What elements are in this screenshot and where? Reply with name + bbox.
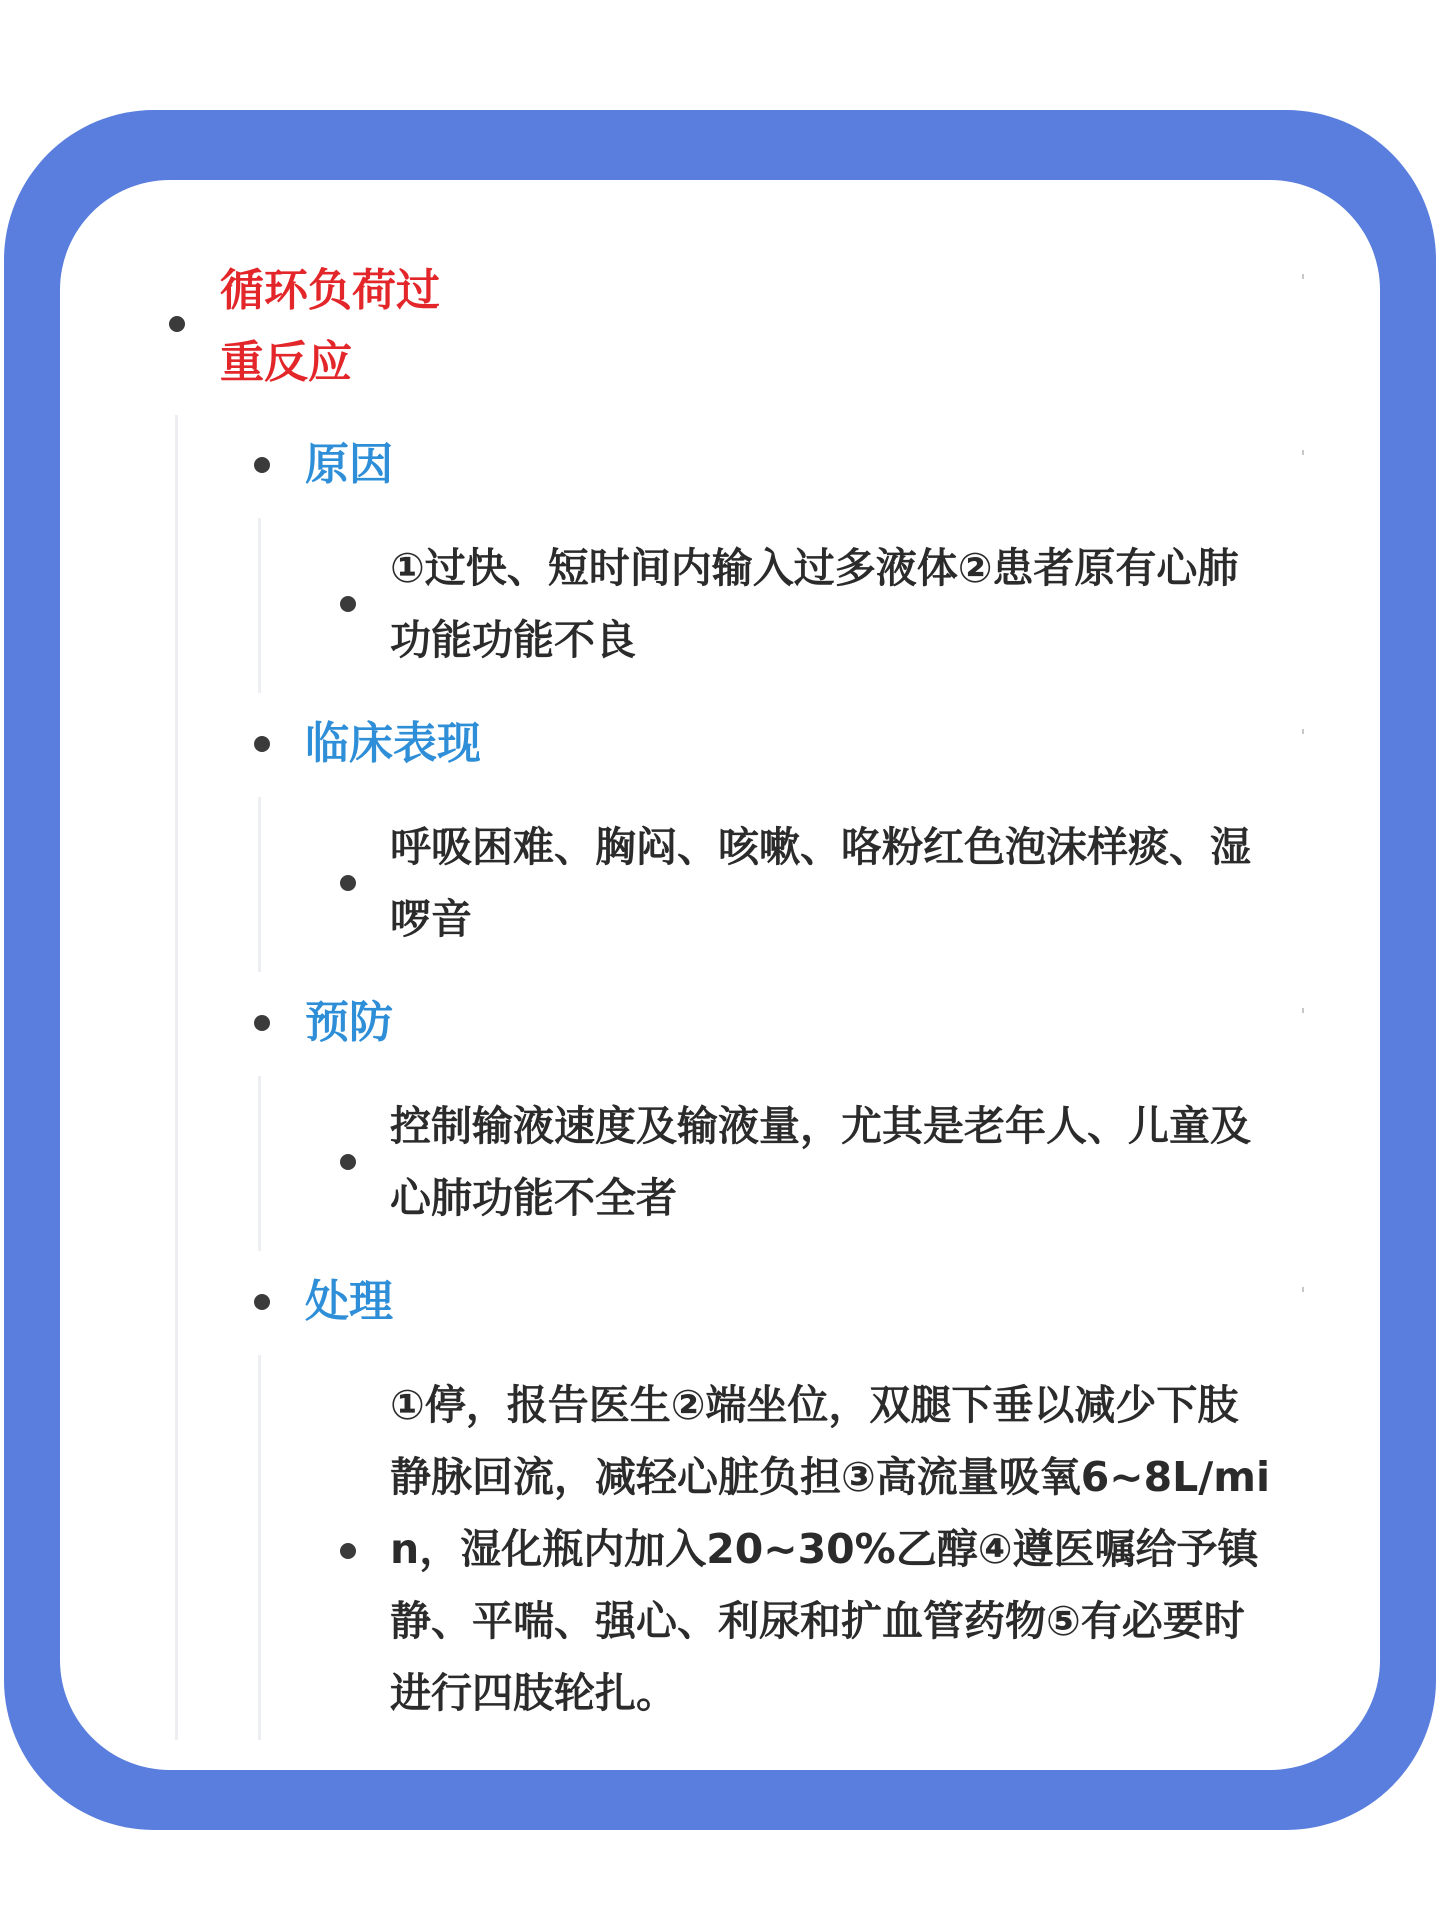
- row-marker: [1302, 450, 1304, 455]
- section-title-cause: 原因: [305, 439, 393, 490]
- detail-text-cause: ①过快、短时间内输入过多液体②患者原有心肺功能功能不良: [390, 544, 1239, 664]
- outline-guide-section-4: [258, 1355, 261, 1740]
- row-marker: [1302, 1008, 1304, 1013]
- detail-bullet: [340, 1154, 356, 1170]
- detail-bullet: [340, 596, 356, 612]
- section-title-prevention: 预防: [305, 997, 393, 1048]
- section-bullet: [254, 1015, 270, 1031]
- detail-text-prevention: 控制输液速度及输液量，尤其是老年人、儿童及心肺功能不全者: [390, 1102, 1251, 1222]
- row-marker: [1302, 1287, 1304, 1292]
- detail-text-treatment: ①停，报告医生②端坐位，双腿下垂以减少下肢静脉回流，减轻心脏负担③高流量吸氧6~8L/min，湿化瓶内加入20~30%乙醇④遵医嘱给予镇静、平喘、强心、利尿和扩血管药物⑤有必要时进行四肢轮扎。: [390, 1381, 1270, 1717]
- detail-bullet: [340, 1543, 356, 1559]
- row-marker: [1302, 729, 1304, 734]
- row-marker: [1302, 274, 1304, 279]
- outline-guide-root: [175, 415, 178, 1740]
- section-bullet: [254, 1294, 270, 1310]
- section-title-treatment: 处理: [305, 1276, 393, 1327]
- root-title: 循环负荷过重反应: [220, 265, 440, 388]
- section-bullet: [254, 736, 270, 752]
- root-bullet: [169, 316, 185, 332]
- detail-bullet: [340, 875, 356, 891]
- section-bullet: [254, 457, 270, 473]
- outline-guide-section-3: [258, 1076, 261, 1251]
- outline-guide-section-1: [258, 518, 261, 693]
- detail-text-symptoms: 呼吸困难、胸闷、咳嗽、咯粉红色泡沫样痰、湿啰音: [390, 823, 1251, 943]
- section-title-symptoms: 临床表现: [305, 718, 481, 769]
- outline-guide-section-2: [258, 797, 261, 972]
